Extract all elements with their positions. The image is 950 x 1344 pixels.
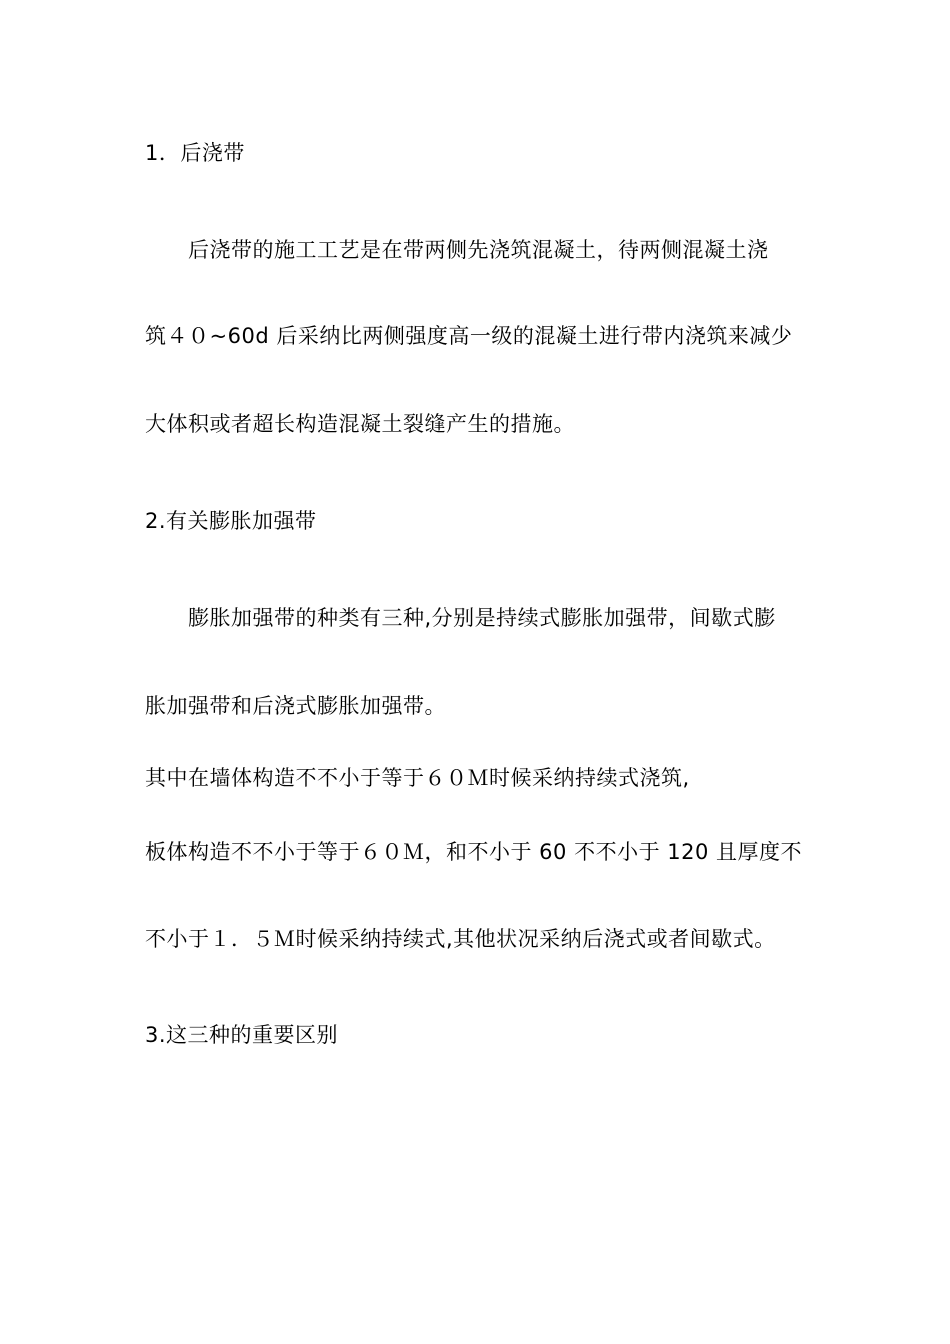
section-2-paragraph-line-5: 不小于１．５Ｍ时候采纳持续式,其他状况采纳后浇式或者间歇式。 — [145, 927, 776, 951]
section-2-paragraph-line-1: 膨胀加强带的种类有三种,分别是持续式膨胀加强带，间歇式膨 — [188, 606, 776, 630]
section-1-heading: 1．后浇带 — [145, 141, 245, 165]
section-2-paragraph-line-2: 胀加强带和后浇式膨胀加强带。 — [145, 694, 446, 718]
section-2-heading: 2.有关膨胀加强带 — [145, 509, 317, 533]
section-1-paragraph-line-2: 筑４０~60d 后采纳比两侧强度高一级的混凝土进行带内浇筑来减少 — [145, 324, 793, 348]
section-1-paragraph-line-1: 后浇带的施工工艺是在带两侧先浇筑混凝土，待两侧混凝土浇 — [188, 238, 769, 262]
section-2-paragraph-line-3: 其中在墙体构造不不小于等于６０Ｍ时候采纳持续式浇筑, — [145, 766, 690, 790]
section-1-paragraph-line-3: 大体积或者超长构造混凝土裂缝产生的措施。 — [145, 412, 575, 436]
section-2-paragraph-line-4: 板体构造不不小于等于６０Ｍ，和不小于 60 不不小于 120 且厚度不 — [145, 840, 803, 864]
section-3-heading: 3.这三种的重要区别 — [145, 1023, 339, 1047]
